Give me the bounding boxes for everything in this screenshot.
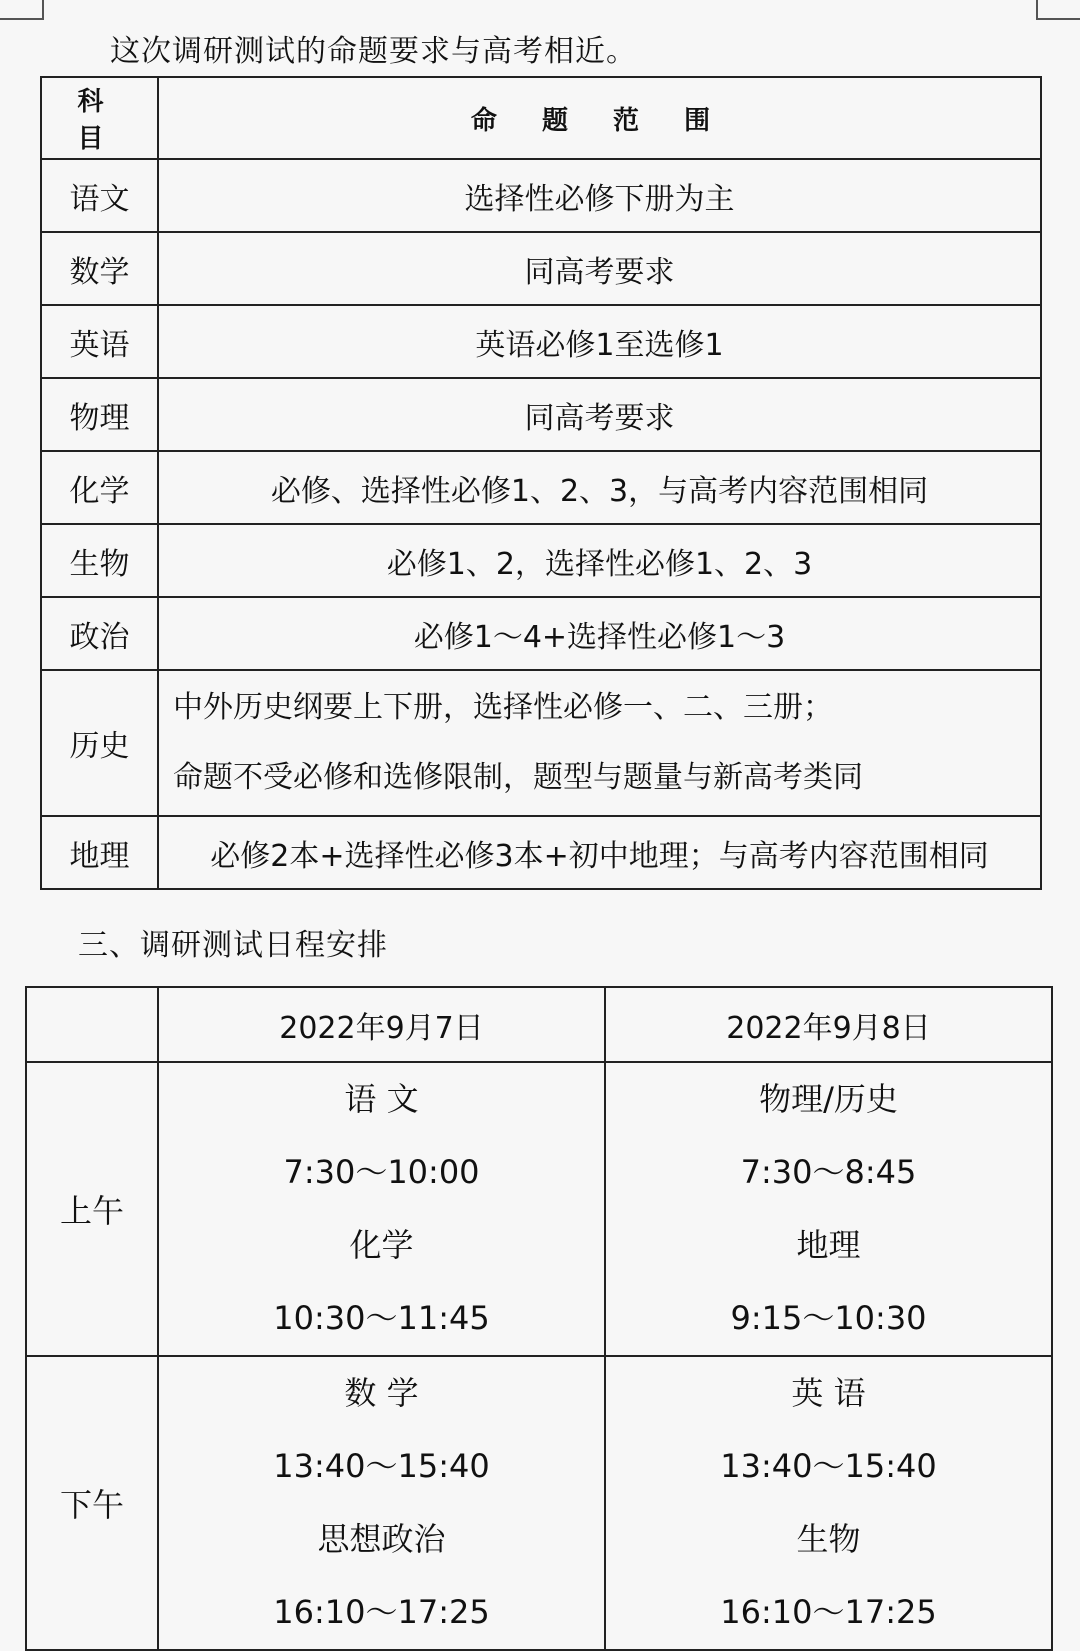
scope-cell: 必修1、2，选择性必修1、2、3 [158, 524, 1041, 597]
page-corner-mark [0, 0, 44, 20]
exam-subject: 生物 [796, 1520, 861, 1558]
table-row [41, 524, 1041, 597]
exam-subject: 数 学 [344, 1374, 419, 1412]
exam-subject: 思想政治 [317, 1520, 446, 1558]
table-header-row [41, 77, 1041, 159]
exam-time: 16:10～17:25 [720, 1593, 937, 1631]
scope-cell: 英语必修1至选修1 [158, 305, 1041, 378]
table-row [41, 670, 1041, 816]
subject-cell: 化学 [41, 451, 158, 524]
period-label: 上午 [26, 1062, 158, 1356]
exam-time: 7:30～10:00 [283, 1153, 480, 1191]
schedule-cell [158, 1062, 605, 1356]
afternoon-row [26, 1356, 1052, 1650]
exam-time: 13:40～15:40 [720, 1447, 937, 1485]
exam-subject: 地理 [796, 1226, 861, 1264]
schedule-table [25, 986, 1053, 1651]
page-corner-mark [1036, 0, 1080, 20]
exam-time: 10:30～11:45 [273, 1299, 490, 1337]
schedule-cell [158, 1356, 605, 1650]
exam-scope-table [40, 76, 1042, 890]
table-header-row [26, 987, 1052, 1062]
scope-cell: 必修1～4+选择性必修1～3 [158, 597, 1041, 670]
scope-cell: 必修2本+选择性必修3本+初中地理；与高考内容范围相同 [158, 816, 1041, 889]
table-row [41, 378, 1041, 451]
scope-cell: 同高考要求 [158, 378, 1041, 451]
subject-cell: 语文 [41, 159, 158, 232]
header-scope: 命 题 范 围 [158, 77, 1041, 159]
scope-line: 命题不受必修和选修限制，题型与题量与新高考类同 [173, 760, 863, 795]
exam-time: 9:15～10:30 [730, 1299, 927, 1337]
subject-cell: 地理 [41, 816, 158, 889]
schedule-section-title: 三、调研测试日程安排 [78, 928, 388, 963]
table-row [41, 816, 1041, 889]
date-header: 2022年9月8日 [605, 987, 1052, 1062]
exam-time: 13:40～15:40 [273, 1447, 490, 1485]
exam-subject: 英 语 [791, 1374, 866, 1412]
subject-cell: 历史 [41, 670, 158, 816]
subject-cell: 英语 [41, 305, 158, 378]
table-row [41, 159, 1041, 232]
table-row [41, 232, 1041, 305]
header-subject: 科 目 [41, 77, 158, 159]
subject-cell: 物理 [41, 378, 158, 451]
exam-subject: 物理/历史 [759, 1080, 898, 1118]
schedule-cell [605, 1062, 1052, 1356]
schedule-cell [605, 1356, 1052, 1650]
scope-cell [158, 670, 1041, 816]
intro-text: 这次调研测试的命题要求与高考相近。 [110, 34, 637, 69]
subject-cell: 数学 [41, 232, 158, 305]
table-row [41, 305, 1041, 378]
scope-cell: 选择性必修下册为主 [158, 159, 1041, 232]
exam-time: 7:30～8:45 [740, 1153, 917, 1191]
scope-line: 中外历史纲要上下册，选择性必修一、二、三册； [173, 690, 833, 725]
exam-subject: 语 文 [344, 1080, 419, 1118]
date-header: 2022年9月7日 [158, 987, 605, 1062]
exam-subject: 化学 [349, 1226, 414, 1264]
exam-time: 16:10～17:25 [273, 1593, 490, 1631]
morning-row [26, 1062, 1052, 1356]
scope-cell: 同高考要求 [158, 232, 1041, 305]
scope-cell: 必修、选择性必修1、2、3，与高考内容范围相同 [158, 451, 1041, 524]
subject-cell: 生物 [41, 524, 158, 597]
subject-cell: 政治 [41, 597, 158, 670]
empty-corner-cell [26, 987, 158, 1062]
period-label: 下午 [26, 1356, 158, 1650]
table-row [41, 451, 1041, 524]
table-row [41, 597, 1041, 670]
